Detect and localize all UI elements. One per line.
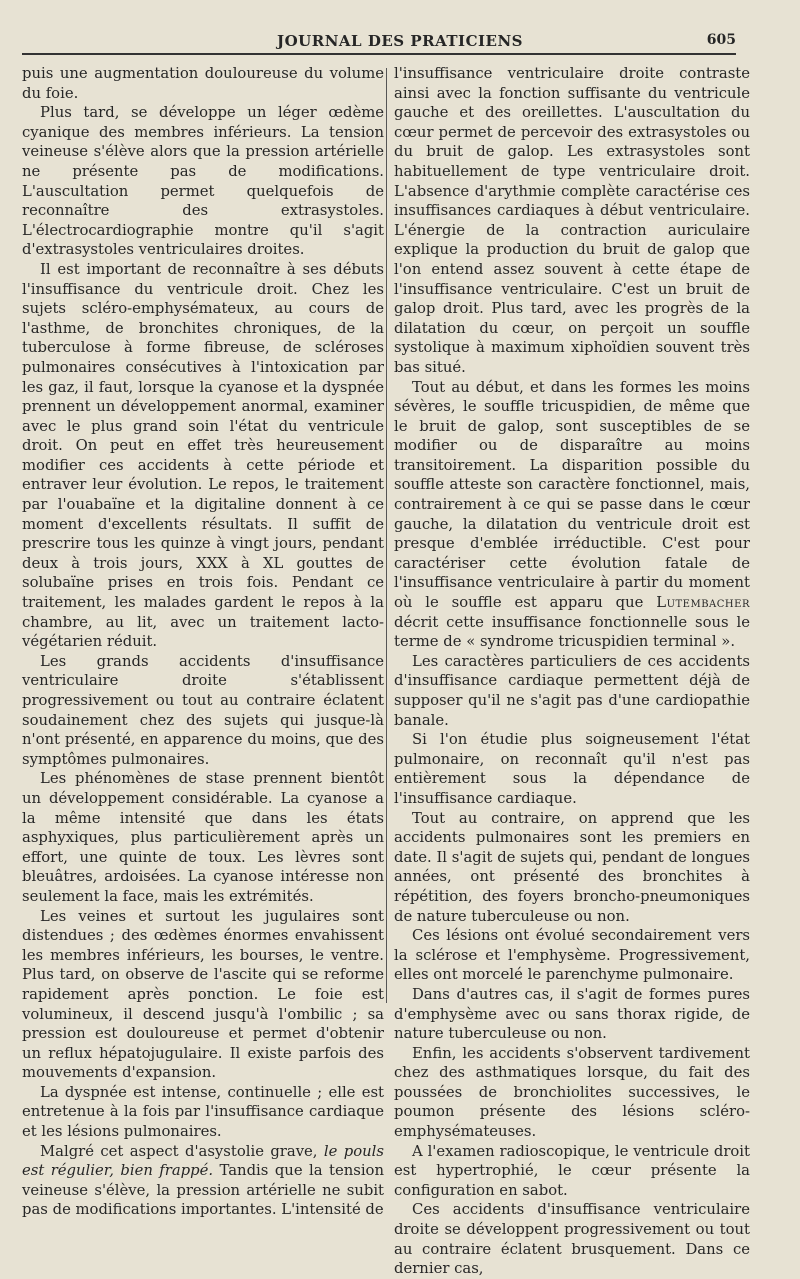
paragraph (22, 1142, 384, 1220)
paragraph: Tout au contraire, on apprend que les accidents pulmonaires sont les premiers en date. Il s'agit de sujets qui, pendant de longues années, ont présenté des bronchites à répétition, des foyers broncho-pneumoniques de nature tuberculeuse ou non. (394, 809, 750, 925)
left-column (22, 64, 384, 1219)
paragraph: A l'examen radioscopique, le ventricule droit est hypertrophié, le cœur présente la configuration en sabot. (394, 1142, 750, 1199)
paragraph (394, 378, 750, 652)
column-divider (386, 68, 387, 1003)
paragraph-text: Tout au début, et dans les formes les moins sévères, le souffle tricuspidien, de même que le bruit de galop, sont susceptibles de se modifier ou de disparaître au moins transitoirement. La disparition possible du souffle atteste son caractère fonctionnel, mais, contrairement à ce qui se passe dans le cœur gauche, la dilatation du ventricule droit est presque d'emblée irréductible. C'est pour caractériser cette évolution fatale de l'insuffisance ventriculaire à partir du moment où le souffle est apparu que (394, 378, 750, 612)
page-header (0, 0, 800, 56)
running-title: JOURNAL DES PRATICIENS (277, 32, 523, 50)
paragraph-text: Malgré cet aspect d'asystolie grave, (40, 1142, 324, 1160)
paragraph: Les grands accidents d'insuffisance ventriculaire droite s'établissent progressivement ou tout au contraire éclatent soudainement chez des sujets qui jusque-là n'ont présenté, en apparence du moins, que des symptômes pulmonaires. (22, 652, 384, 768)
paragraph: puis une augmentation douloureuse du volume du foie. (22, 65, 384, 102)
paragraph: Ces accidents d'insuffisance ventriculaire droite se développent progressivement ou tout au contraire éclatent brusquement. Dans ce dernier cas, (394, 1201, 750, 1278)
paragraph: Les phénomènes de stase prennent bientôt un développement considérable. La cyanose a la même intensité que dans les états asphyxiques, plus particulièrement après un effort, une quinte de toux. Les lèvres sont bleuâtres, ardoisées. La cyanose intéresse non seulement la face, mais les extrémités. (22, 770, 384, 905)
paragraph: Il est important de reconnaître à ses débuts l'insuffisance du ventricule droit. Chez les sujets scléro-emphysémateux, au cours de l'asthme, de bronchites chroniques, de la tuberculose à forme fibreuse, de scléroses pulmonaires consécutives à l'intoxication par les gaz, il faut, lorsque la cyanose et la dyspnée prennent un développement anormal, examiner avec le plus grand soin l'état du ventricule droit. On peut en effet très heureusement modifier ces accidents à cette période et entraver leur évolution. Le repos, le traitement par l'ouabaïne et la digitaline donnent à ce moment d'excellents résultats. Il suffit de prescrire tous les quinze à vingt jours, pendant deux à trois jours, XXX à XL gouttes de solubaïne prises en trois fois. Pendant ce traitement, les malades gardent le repos à la chambre, au lit, avec un traitement lacto-végétarien réduit. (22, 260, 384, 651)
paragraph: Ces lésions ont évolué secondairement vers la sclérose et l'emphysème. Progressivement, elles ont morcelé le parenchyme pulmonaire. (394, 927, 750, 984)
paragraph-text: Tandis que la tension veineuse s'élève, la pression artérielle ne subit pas de modifications importantes. L'intensité de (22, 1162, 384, 1219)
italic-emphasis: le pouls est régulier, bien frappé. (22, 1142, 384, 1180)
paragraph-text: décrit cette insuffisance fonctionnelle sous le terme de « syndrome tricuspidien terminal ». (394, 613, 750, 651)
paragraph: l'insuffisance ventriculaire droite contraste ainsi avec la fonction suffisante du ventricule gauche et des oreillettes. L'auscultation du cœur permet de percevoir des extrasystoles ou du bruit de galop. Les extrasystoles sont habituellement de type ventriculaire droit. L'absence d'arythmie complète caractérise ces insuffisances cardiaques à début ventriculaire. L'énergie de la contraction auriculaire explique la production du bruit de galop que l'on entend assez souvent à cette étape de l'insuffisance ventriculaire. C'est un bruit de galop droit. Plus tard, avec les progrès de la dilatation du cœur, on perçoit un souffle systolique à maximum xiphoïdien souvent très bas situé. (394, 65, 750, 376)
paragraph: La dyspnée est intense, continuelle ; elle est entretenue à la fois par l'insuffisance cardiaque et les lésions pulmonaires. (22, 1083, 384, 1141)
paragraph: Si l'on étudie plus soigneusement l'état pulmonaire, on reconnaît qu'il n'est pas entièrement sous la dépendance de l'insuffisance cardiaque. (394, 731, 750, 807)
paragraph: Les veines et surtout les jugulaires sont distendues ; des œdèmes énormes envahissent les membres inférieurs, les bourses, le ventre. Plus tard, on observe de l'ascite qui se reforme rapidement après ponction. Le foie est volumineux, il descend jusqu'à l'ombilic ; sa pression est douloureuse et permet d'obtenir un reflux hépatojugulaire. Il existe parfois des mouvements d'expansion. (22, 907, 384, 1082)
paragraph: Dans d'autres cas, il s'agit de formes pures d'emphysème avec ou sans thorax rigide, de nature tuberculeuse ou non. (394, 985, 750, 1043)
paragraph: Enfin, les accidents s'observent tardivement chez des asthmatiques lorsque, du fait des poussées de bronchiolites successives, le poumon présente des lésions scléro-emphysémateuses. (394, 1044, 750, 1141)
paragraph: Les caractères particuliers de ces accidents d'insuffisance cardiaque permettent déjà de supposer qu'il ne s'agit pas d'une cardiopathie banale. (394, 652, 750, 729)
author-name: Lutembacher (656, 594, 750, 612)
header-rule (22, 53, 736, 55)
paragraph: Plus tard, se développe un léger œdème cyanique des membres inférieurs. La tension veineuse s'élève alors que la pression artérielle ne présente pas de modifications. L'auscultation permet quelquefois de reconnaître des extrasystoles. L'électrocardiographie montre qu'il s'agit d'extrasystoles ventriculaires droites. (22, 104, 384, 259)
right-column (394, 64, 750, 1278)
page-number: 605 (706, 32, 736, 48)
